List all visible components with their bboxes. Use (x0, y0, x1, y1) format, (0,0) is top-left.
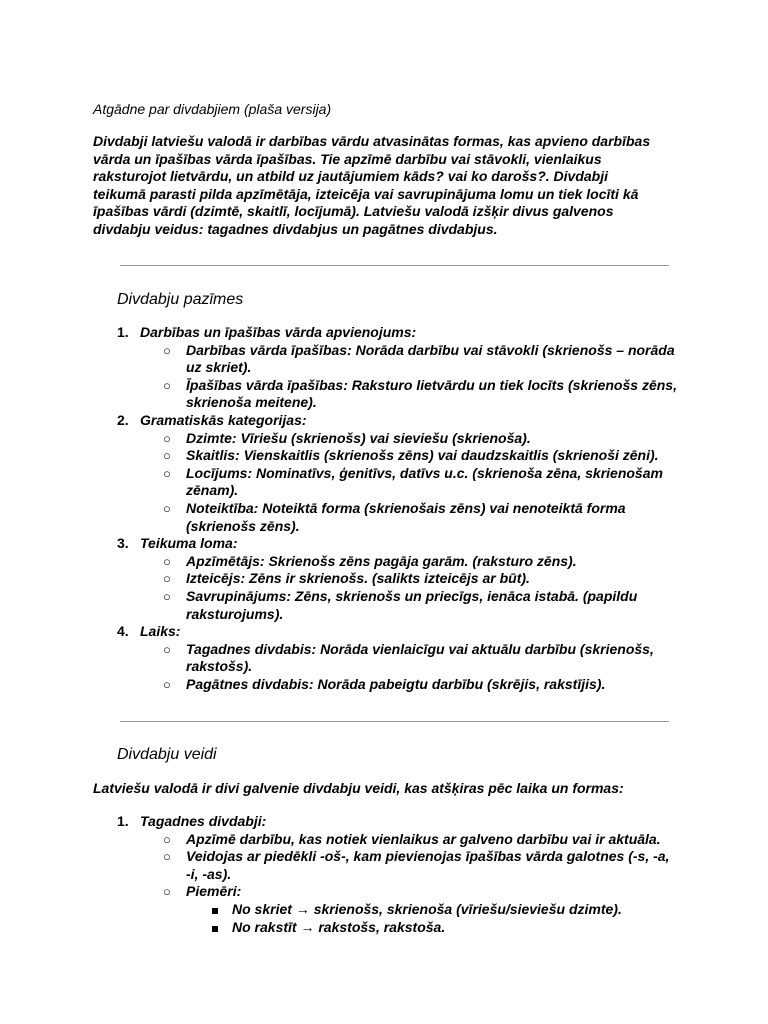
sub-item-text: Locījums: Nominatīvs, ģenitīvs, datīvs u.c. (skrienoša zēna, skrienošam zēnam). (186, 464, 663, 499)
circle-bullet-icon: ○ (163, 342, 171, 358)
list-item-label: Tagadnes divdabji: (140, 813, 267, 829)
section-intro: Latviešu valodā ir divi galvenie divdabju veidi, kas atšķiras pēc laika un formas: (93, 780, 624, 796)
circle-bullet-icon: ○ (163, 465, 171, 481)
list-number: 4. (117, 623, 129, 640)
sub-list-item (140, 553, 677, 571)
section-heading: Divdabju pazīmes (117, 291, 244, 308)
sub-list-item (140, 676, 677, 694)
list-item (117, 535, 677, 623)
circle-bullet-icon: ○ (163, 377, 171, 393)
sub-list-item (140, 465, 677, 500)
circle-bullet-icon: ○ (163, 641, 171, 657)
list-item-label: Teikuma loma: (140, 535, 238, 552)
circle-bullet-icon: ○ (163, 500, 171, 516)
list-number: 3. (117, 535, 129, 552)
document-title: Atgādne par divdabjiem (plaša versija) (93, 101, 332, 117)
example-item (186, 919, 677, 937)
list-number: 2. (117, 411, 129, 428)
sub-item-text: Noteiktība: Noteiktā forma (skrienošais zēns) vai nenoteiktā forma (skrienošs zēns). (186, 499, 626, 534)
sub-item-text: Veidojas ar piedēkli -oš-, kam pievienojas īpašības vārda galotnes (-s, -a, -i, -as). (186, 848, 670, 882)
list-item-label: Darbības un īpašības vārda apvienojums: (140, 324, 417, 340)
example-text: No rakstīt → rakstošs, rakstoša. (232, 918, 446, 935)
sub-item-text: Apzīmē darbību, kas notiek vienlaikus ar galveno darbību vai ir aktuāla. (186, 830, 661, 847)
circle-bullet-icon: ○ (163, 571, 171, 587)
sub-list-item (140, 447, 677, 465)
circle-bullet-icon: ○ (163, 884, 171, 900)
sub-item-text: Savrupinājums: Zēns, skrienošs un priecīgs, ienāca istabā. (papildu raksturojums). (186, 587, 638, 622)
circle-bullet-icon: ○ (163, 676, 171, 692)
sub-item-text: Pagātnes divdabis: Norāda pabeigtu darbību (skrējis, rakstījis). (186, 675, 606, 692)
circle-bullet-icon: ○ (163, 448, 171, 464)
list-item-label: Laiks: (140, 623, 181, 640)
sub-list-item (140, 588, 677, 623)
list-number: 1. (117, 813, 129, 829)
sub-item-text: Skaitlis: Vienskaitlis (skrienošs zēns) vai daudzskaitlis (skrienoši zēni). (186, 447, 659, 464)
sub-item-text: Izteicējs: Zēns ir skrienošs. (salikts izteicējs ar būt). (186, 570, 530, 587)
circle-bullet-icon: ○ (163, 553, 171, 569)
sub-list (140, 553, 677, 623)
sub-list-item (140, 570, 677, 588)
example-item (186, 901, 677, 919)
sub-item-text: Tagadnes divdabis: Norāda vienlaicīgu vai aktuālu darbību (skrienošs, rakstošs). (186, 640, 654, 675)
horizontal-divider (120, 265, 669, 266)
sub-list (140, 342, 677, 412)
horizontal-divider (120, 721, 669, 722)
sub-list-item (140, 641, 677, 676)
sub-item-text: Dzimte: Vīriešu (skrienošs) vai sieviešu (skrienoša). (186, 429, 531, 446)
list-item (117, 412, 677, 535)
circle-bullet-icon: ○ (163, 588, 171, 604)
intro-paragraph: Divdabji latviešu valodā ir darbības vārdu atvasinātas formas, kas apvieno darbības vārda un īpašības vārda īpašības. Tie apzīmē darbību vai stāvokli, vienlaikus raksturojot lietvārdu, un atbild uz jautājumiem kāds? vai ko darošs?. Divdabji teikumā parasti pilda apzīmētāja, izteicēja vai savrupinājuma lomu un tiek locīti kā īpašības vārdi (dzimtē, skaitlī, locījumā). Latviešu valodā izšķir divus galvenos divdabju veidus: tagadnes divdabjus un pagātnes divdabjus. (93, 133, 651, 237)
sub-item-text: Īpašības vārda īpašības: Raksturo lietvārdu un tiek locīts (skrienošs zēns, skrienoša meitene). (186, 376, 677, 411)
circle-bullet-icon: ○ (163, 849, 171, 865)
sub-item-text: Darbības vārda īpašības: Norāda darbību vai stāvokli (skrienošs – norāda uz skriet). (186, 341, 675, 376)
types-list (117, 813, 677, 936)
sub-list-item (140, 377, 677, 412)
list-item (117, 623, 677, 693)
sub-list-item (140, 500, 677, 535)
circle-bullet-icon: ○ (163, 430, 171, 446)
sub-list-item (140, 342, 677, 377)
section-heading: Divdabju veidi (117, 746, 217, 763)
sub-item-text: Apzīmētājs: Skrienošs zēns pagāja garām. (raksturo zēns). (186, 552, 577, 569)
features-list (117, 324, 677, 693)
sub-list (140, 430, 677, 536)
sub-list (140, 831, 677, 937)
sub-list-item (140, 848, 677, 883)
sub-list-item (140, 831, 677, 849)
list-item (117, 813, 677, 936)
sub-list-item (140, 430, 677, 448)
square-bullet-icon (212, 908, 218, 914)
example-text: No skriet → skrienošs, skrienoša (vīriešu/sieviešu dzimte). (232, 900, 622, 917)
list-number: 1. (117, 324, 129, 340)
sub-list-item (140, 883, 677, 936)
square-bullet-icon (212, 926, 218, 932)
examples-list (186, 901, 677, 936)
sub-list (140, 641, 677, 694)
sub-item-text: Piemēri: (186, 883, 242, 900)
list-item (117, 324, 677, 412)
list-item-label: Gramatiskās kategorijas: (140, 411, 307, 428)
circle-bullet-icon: ○ (163, 831, 171, 847)
